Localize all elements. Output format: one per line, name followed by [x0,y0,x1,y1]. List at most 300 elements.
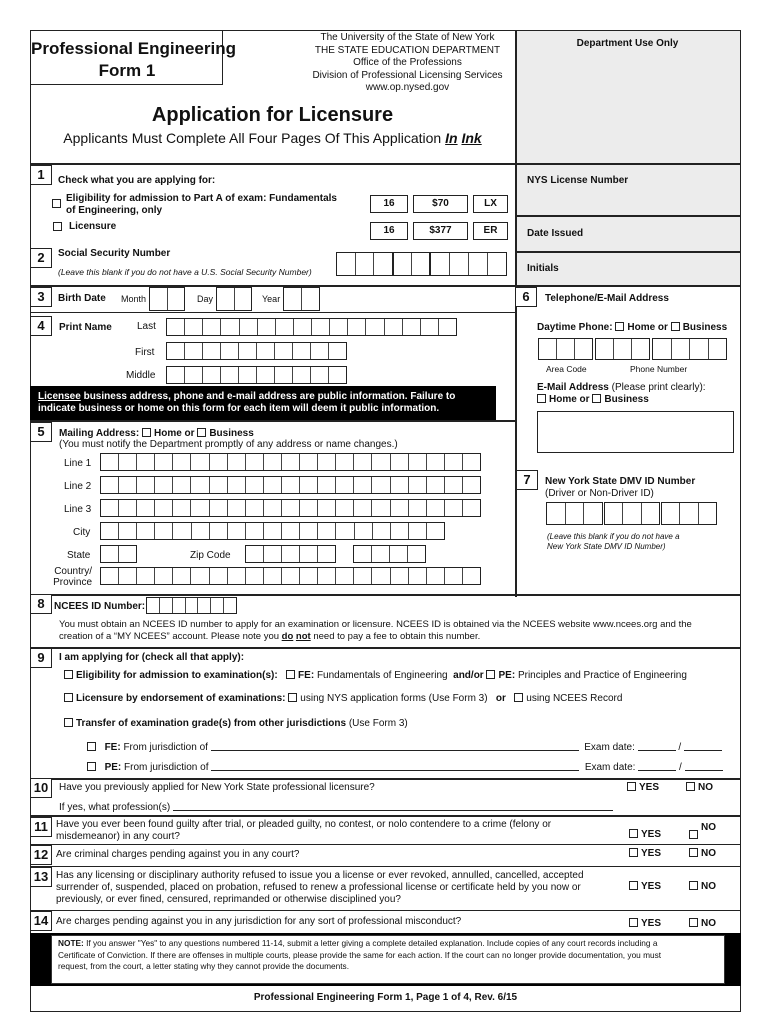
char-box[interactable] [412,253,429,275]
birth-year-boxes[interactable] [283,287,320,311]
char-box[interactable] [192,523,210,539]
fee-code: 16 [370,195,408,213]
char-box[interactable] [372,477,390,493]
q12-yes: YES [629,848,661,859]
char-box[interactable] [191,477,209,493]
transfer-pe-checkbox[interactable] [87,762,96,771]
char-box[interactable] [264,454,282,470]
ssn-boxes[interactable] [430,252,507,276]
char-box[interactable] [318,523,336,539]
line1-label: Line 1 [64,458,92,469]
char-box[interactable] [354,500,372,516]
line3-label: Line 3 [64,504,92,515]
char-box[interactable] [264,568,282,584]
char-box[interactable] [137,477,155,493]
char-box[interactable] [173,500,191,516]
char-box[interactable] [391,477,409,493]
char-box[interactable] [463,500,480,516]
char-box[interactable] [155,500,173,516]
char-box[interactable] [450,253,469,275]
q14-yes: YES [629,918,661,929]
mailing-address-label: Mailing Address: Home or Business [59,428,254,439]
char-box[interactable] [119,568,137,584]
char-box[interactable] [372,546,390,562]
char-box[interactable] [439,319,456,335]
char-box[interactable] [275,367,293,383]
eligibility-exam-checkbox[interactable] [64,670,73,679]
char-box[interactable] [101,546,119,562]
q13-yes-checkbox[interactable] [629,881,638,890]
char-box[interactable] [155,523,173,539]
char-box[interactable] [137,523,155,539]
phone-line-boxes[interactable] [652,338,727,360]
nys-forms-checkbox[interactable] [288,693,297,702]
char-box[interactable] [354,454,372,470]
char-box[interactable] [155,477,173,493]
char-box[interactable] [690,339,709,359]
char-box[interactable] [409,454,427,470]
char-box[interactable] [354,546,372,562]
zip-code-label: Zip Code [190,550,231,561]
char-box[interactable] [318,546,335,562]
fe-exam-year-input[interactable] [684,741,722,751]
section-1-title: Check what you are applying for: [58,175,216,186]
department-use-label: Department Use Only [576,38,679,49]
char-box[interactable] [463,568,480,584]
char-box[interactable] [672,339,691,359]
char-box[interactable] [264,500,282,516]
char-box[interactable] [318,500,336,516]
char-box[interactable] [264,477,282,493]
state-boxes[interactable] [100,545,137,563]
city-label: City [73,527,91,538]
char-box[interactable] [427,477,445,493]
section-number-7: 7 [516,470,538,490]
middle-name-label: Middle [126,370,156,381]
char-box[interactable] [235,288,252,310]
char-box[interactable] [221,343,239,359]
char-box[interactable] [445,454,463,470]
middle-name-boxes[interactable] [166,366,347,384]
q11-no-checkbox[interactable] [689,830,698,839]
char-box[interactable] [173,598,186,613]
question-11-text: Have you ever been found guilty after trial, or pleaded guilty, no contest, or nolo contendere to a crime (felony or misdemeanor) in any court? [56,819,552,842]
char-box[interactable] [374,253,392,275]
email-home-checkbox[interactable] [537,394,546,403]
char-box[interactable] [653,339,672,359]
pe-exam-month-input[interactable] [638,761,676,771]
char-box[interactable] [356,253,375,275]
char-box[interactable] [390,546,408,562]
char-box[interactable] [354,568,372,584]
char-box[interactable] [228,454,246,470]
char-box[interactable] [282,523,300,539]
char-box[interactable] [355,523,373,539]
dmv-id-boxes[interactable] [546,502,603,525]
fe-jurisdiction-input[interactable] [211,741,579,751]
char-box[interactable] [276,319,294,335]
char-box[interactable] [210,523,228,539]
char-box[interactable] [329,343,346,359]
last-name-boxes[interactable] [166,318,457,336]
char-box[interactable] [391,568,409,584]
fee-code: 16 [370,222,408,240]
char-box[interactable] [246,500,264,516]
address-line1-boxes[interactable] [100,453,481,471]
address-line3-boxes[interactable] [100,499,481,517]
birth-month-boxes[interactable] [149,287,185,311]
char-box[interactable] [264,546,282,562]
char-box[interactable] [101,523,119,539]
char-box[interactable] [203,367,221,383]
char-box[interactable] [300,523,318,539]
char-box[interactable] [101,500,119,516]
char-box[interactable] [623,503,641,524]
char-box[interactable] [445,568,463,584]
ncees-record-checkbox[interactable] [514,693,523,702]
char-box[interactable] [318,568,336,584]
char-box[interactable] [257,343,275,359]
question-10-text: Have you previously applied for New York State professional licensure? [59,782,375,793]
char-box[interactable] [210,454,228,470]
char-box[interactable] [119,546,136,562]
fe-exam-month-input[interactable] [638,741,676,751]
char-box[interactable] [300,454,318,470]
char-box[interactable] [239,343,257,359]
char-box[interactable] [662,503,680,524]
char-box[interactable] [137,454,155,470]
char-box[interactable] [300,546,318,562]
ncees-id-boxes[interactable] [146,597,237,614]
char-box[interactable] [224,598,236,613]
ssn-note: (Leave this blank if you do not have a U.S. Social Security Number) [58,267,312,277]
char-box[interactable] [173,523,191,539]
char-box[interactable] [385,319,403,335]
char-box[interactable] [282,477,300,493]
char-box[interactable] [391,500,409,516]
char-box[interactable] [348,319,366,335]
char-box[interactable] [173,568,191,584]
char-box[interactable] [427,454,445,470]
page-title: Application for Licensure [151,104,394,126]
birth-date-label: Birth Date [58,293,106,304]
char-box[interactable] [173,477,191,493]
char-box[interactable] [191,568,209,584]
question-number-12: 12 [30,845,52,865]
char-box[interactable] [336,477,354,493]
char-box[interactable] [150,288,168,310]
char-box[interactable] [240,319,258,335]
char-box[interactable] [302,288,319,310]
char-box[interactable] [293,343,311,359]
char-box[interactable] [294,319,312,335]
year-label: Year [262,294,281,304]
char-box[interactable] [168,288,185,310]
char-box[interactable] [191,454,209,470]
char-box[interactable] [185,343,203,359]
char-box[interactable] [228,500,246,516]
q13-no: NO [689,881,716,892]
char-box[interactable] [391,523,409,539]
char-box[interactable] [431,253,450,275]
fee-amount: $377 [413,222,468,240]
char-box[interactable] [275,343,293,359]
dmv-id-boxes[interactable] [604,502,660,525]
char-box[interactable] [311,343,329,359]
char-box[interactable] [699,503,716,524]
pe-jurisdiction-input[interactable] [211,761,579,771]
email-input[interactable] [537,411,734,453]
char-box[interactable] [330,319,348,335]
char-box[interactable] [409,477,427,493]
char-box[interactable] [680,503,698,524]
char-box[interactable] [642,503,659,524]
char-box[interactable] [427,523,444,539]
q14-yes-checkbox[interactable] [629,918,638,927]
char-box[interactable] [147,598,160,613]
print-name-label: Print Name [59,322,112,333]
char-box[interactable] [318,477,336,493]
char-box[interactable] [409,523,427,539]
q11-yes-checkbox[interactable] [629,829,638,838]
char-box[interactable] [336,523,354,539]
endorsement-checkbox[interactable] [64,693,73,702]
char-box[interactable] [566,503,585,524]
char-box[interactable] [173,454,191,470]
phone-area-boxes[interactable] [538,338,593,360]
char-box[interactable] [228,477,246,493]
endorsement-row: Licensure by endorsement of examinations: using NYS application forms (Use Form 3) or using NCEES Record [64,693,622,704]
licensure-checkbox[interactable] [53,222,62,231]
char-box[interactable] [300,500,318,516]
char-box[interactable] [409,500,427,516]
char-box[interactable] [312,319,330,335]
char-box[interactable] [354,477,372,493]
zip-code-boxes[interactable] [245,545,336,563]
phone-business-checkbox[interactable] [671,322,680,331]
ssn-boxes[interactable] [336,252,393,276]
char-box[interactable] [186,598,199,613]
char-box[interactable] [614,339,632,359]
question-number-14: 14 [30,911,52,931]
char-box[interactable] [284,288,302,310]
char-box[interactable] [300,477,318,493]
char-box[interactable] [463,454,480,470]
char-box[interactable] [336,454,354,470]
ssn-boxes[interactable] [393,252,430,276]
department-use-area [515,31,740,285]
char-box[interactable] [191,500,209,516]
phone-home-checkbox[interactable] [615,322,624,331]
mailing-home-checkbox[interactable] [142,428,151,437]
char-box[interactable] [336,568,354,584]
char-box[interactable] [293,367,311,383]
fe-exam-checkbox[interactable] [286,670,295,679]
char-box[interactable] [246,568,264,584]
char-box[interactable] [709,339,727,359]
char-box[interactable] [596,339,614,359]
eligibility-part-a-checkbox[interactable] [52,199,61,208]
state-label: State [67,550,91,561]
char-box[interactable] [394,253,412,275]
char-box[interactable] [137,568,155,584]
char-box[interactable] [445,500,463,516]
section-number-4: 4 [30,316,52,336]
char-box[interactable] [318,454,336,470]
mailing-business-checkbox[interactable] [197,428,206,437]
initials-label: Initials [527,263,559,274]
char-box[interactable] [155,454,173,470]
char-box[interactable] [257,367,275,383]
transfer-checkbox[interactable] [64,718,73,727]
char-box[interactable] [372,568,390,584]
question-number-13: 13 [30,867,52,887]
char-box[interactable] [547,503,566,524]
transfer-fe-checkbox[interactable] [87,742,96,751]
q12-no: NO [689,848,716,859]
char-box[interactable] [119,477,137,493]
char-box[interactable] [337,253,356,275]
question-number-10: 10 [30,778,52,798]
char-box[interactable] [421,319,439,335]
char-box[interactable] [605,503,623,524]
transfer-fe-row: FE: From jurisdiction of Exam date: / [87,741,722,753]
email-type: Home or Business [537,394,649,405]
char-box[interactable] [221,319,239,335]
char-box[interactable] [427,568,445,584]
char-box[interactable] [557,339,575,359]
char-box[interactable] [427,500,445,516]
dmv-id-sub: (Driver or Non-Driver ID) [545,488,654,499]
char-box[interactable] [101,477,119,493]
char-box[interactable] [258,319,276,335]
address-line2-boxes[interactable] [100,476,481,494]
char-box[interactable] [119,454,137,470]
char-box[interactable] [246,546,264,562]
char-box[interactable] [211,598,224,613]
char-box[interactable] [336,500,354,516]
ssn-label: Social Security Number [58,248,171,259]
char-box[interactable] [217,288,235,310]
char-box[interactable] [239,367,257,383]
char-box[interactable] [210,500,228,516]
char-box[interactable] [311,367,329,383]
q14-no-checkbox[interactable] [689,918,698,927]
phone-prefix-boxes[interactable] [595,338,650,360]
fee-amount: $70 [413,195,468,213]
char-box[interactable] [282,568,300,584]
char-box[interactable] [210,568,228,584]
city-boxes[interactable] [100,522,445,540]
char-box[interactable] [167,367,185,383]
char-box[interactable] [198,598,211,613]
char-box[interactable] [246,477,264,493]
pe-exam-year-input[interactable] [685,761,723,771]
q10-answers: YES [627,782,659,793]
q13-no-checkbox[interactable] [689,881,698,890]
char-box[interactable] [373,523,391,539]
q12-yes-checkbox[interactable] [629,848,638,857]
char-box[interactable] [445,477,463,493]
char-box[interactable] [185,319,203,335]
char-box[interactable] [210,477,228,493]
char-box[interactable] [488,253,506,275]
char-box[interactable] [463,477,480,493]
char-box[interactable] [391,454,409,470]
char-box[interactable] [469,253,488,275]
char-box[interactable] [539,339,557,359]
profession-input[interactable] [173,801,613,811]
char-box[interactable] [282,500,300,516]
char-box[interactable] [282,546,300,562]
pe-exam-checkbox[interactable] [486,670,495,679]
question-12-text: Are criminal charges pending against you in any court? [56,849,300,860]
char-box[interactable] [300,568,318,584]
char-box[interactable] [119,523,137,539]
agency-block: The University of the State of New York THE STATE EDUCATION DEPARTMENT Office of the Professions Division of Professional Licensing Services www.op.nysed.gov [312,32,503,93]
char-box[interactable] [246,523,264,539]
q12-no-checkbox[interactable] [689,848,698,857]
char-box[interactable] [167,319,185,335]
q10-no-checkbox[interactable] [686,782,695,791]
first-name-boxes[interactable] [166,342,347,360]
char-box[interactable] [575,339,592,359]
zip-ext-boxes[interactable] [353,545,426,563]
char-box[interactable] [366,319,384,335]
email-address-label: E-Mail Address (Please print clearly): [537,382,706,393]
char-box[interactable] [137,500,155,516]
char-box[interactable] [203,319,221,335]
q10-answers-no: NO [686,782,713,793]
char-box[interactable] [119,500,137,516]
char-box[interactable] [167,343,185,359]
transfer-row: Transfer of examination grade(s) from other jurisdictions (Use Form 3) [64,718,408,729]
char-box[interactable] [409,568,427,584]
public-info-banner: Licensee business address, phone and e-mail address are public information. Failure to indicate business or home on this form for each item will deem it public information. [30,386,496,420]
form-title: Professional Engineering Form 1 [31,39,236,80]
char-box[interactable] [185,367,203,383]
char-box[interactable] [101,568,119,584]
dmv-id-boxes[interactable] [661,502,717,525]
char-box[interactable] [160,598,173,613]
char-box[interactable] [101,454,119,470]
char-box[interactable] [155,568,173,584]
char-box[interactable] [372,500,390,516]
note-text: NOTE: If you answer "Yes" to any questions numbered 11-14, submit a letter giving a complete detailed explanation. Include copies of any court records including a Certificate of Conviction. If there are offenses in multiple courts, please provide the same for each action. If the court can no longer provide documentation, you must request, from the court, a letter stating why they cannot provide the documents. [51,935,725,984]
email-business-checkbox[interactable] [592,394,601,403]
ncees-text: You must obtain an NCEES ID number to apply for an examination or licensure. NCEES ID is obtained via the NCEES website www.ncees.org and the creation of a “MY NCEES” account. Please note you do not need to pay a fee to obtain this number. [59,619,692,642]
char-box[interactable] [228,568,246,584]
q10-yes-checkbox[interactable] [627,782,636,791]
fee-type: ER [473,222,508,240]
question-14-text: Are charges pending against you in any jurisdiction for any sort of professional misconduct? [56,916,462,927]
char-box[interactable] [282,454,300,470]
char-box[interactable] [408,546,425,562]
char-box[interactable] [329,367,346,383]
char-box[interactable] [372,454,390,470]
birth-day-boxes[interactable] [216,287,252,311]
char-box[interactable] [264,523,282,539]
country-boxes[interactable] [100,567,481,585]
char-box[interactable] [632,339,649,359]
char-box[interactable] [584,503,602,524]
char-box[interactable] [203,343,221,359]
char-box[interactable] [221,367,239,383]
section-number-6: 6 [515,287,537,307]
char-box[interactable] [403,319,421,335]
char-box[interactable] [228,523,246,539]
char-box[interactable] [246,454,264,470]
